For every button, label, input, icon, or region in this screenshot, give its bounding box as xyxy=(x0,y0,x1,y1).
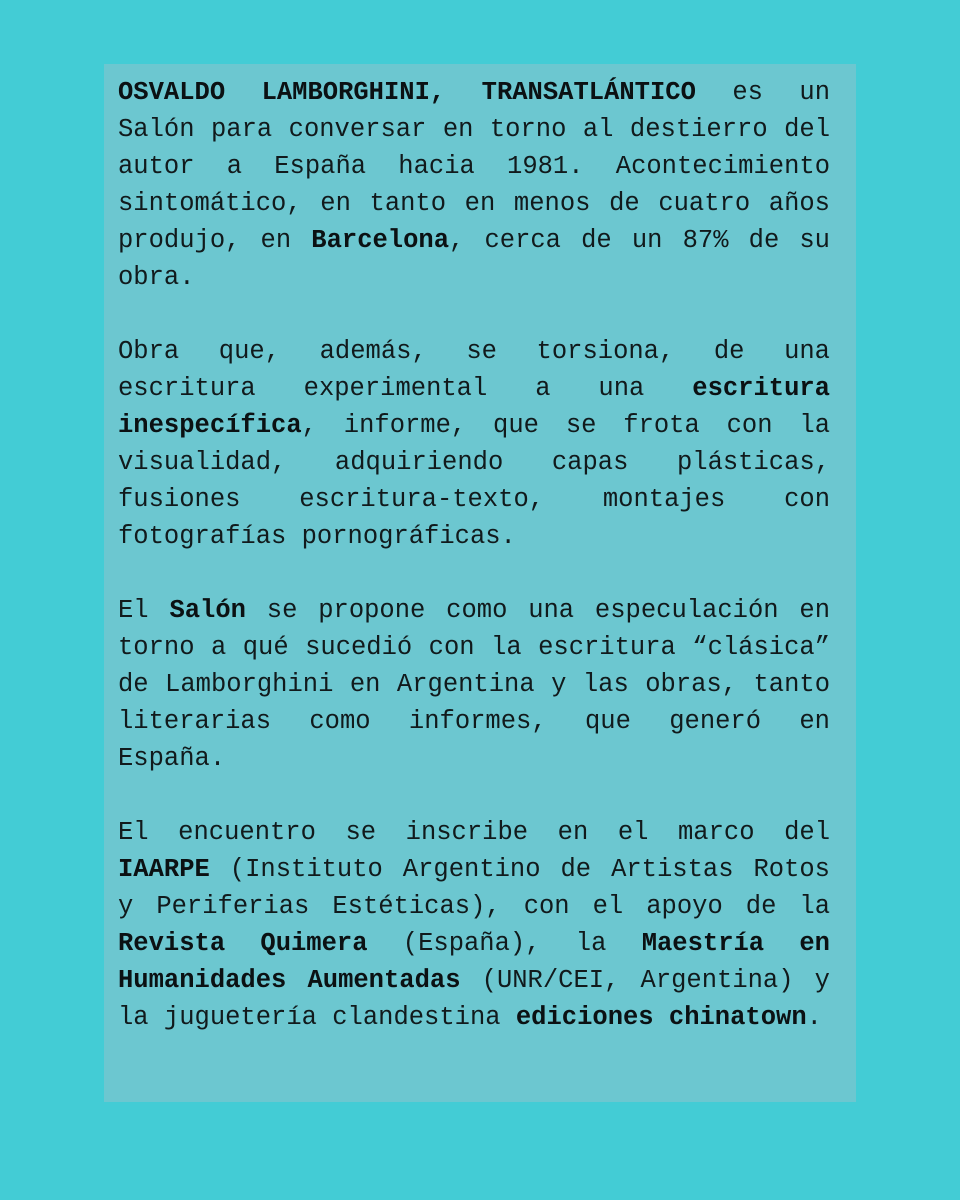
text-span: , cerca de un 87% de su obra. xyxy=(118,226,830,292)
text-span: (España), la xyxy=(367,929,642,958)
text-span: es un Salón para conversar en torno al destierro del autor a España hacia 1981. Acontecimiento sintomático, en tanto en menos de cuatro años produjo, en xyxy=(118,78,830,255)
paragraph-encuentro xyxy=(118,814,830,1036)
text-span: (Instituto Argentino de Artistas Rotos y Periferias Estéticas), con el apoyo de la xyxy=(118,855,830,921)
institute-name: IAARPE xyxy=(118,855,210,884)
text-span: , informe, que se frota con la visualidad, adquiriendo capas plásticas, fusiones escritura-texto, montajes con fotografías pornográficas. xyxy=(118,411,830,551)
publisher-name: ediciones chinatown xyxy=(515,1003,807,1032)
text-span: se propone como una especulación en torno a qué sucedió con la escritura “clásica” de Lamborghini en Argentina y las obras, tanto literarias como informes, que generó en España. xyxy=(118,596,830,773)
text-panel xyxy=(104,64,856,1102)
text-span: . xyxy=(806,1003,822,1032)
masters-program-name: Maestría en Humanidades Aumentadas xyxy=(118,929,830,995)
city-name: Barcelona xyxy=(311,226,450,255)
bold-term: Salón xyxy=(169,596,246,625)
paragraph-obra xyxy=(118,333,830,555)
text-span: (UNR/CEI, Argentina) y la juguetería clandestina xyxy=(118,966,830,1032)
magazine-name: Revista Quimera xyxy=(118,929,368,958)
text-span: El xyxy=(118,596,170,625)
event-title: OSVALDO LAMBORGHINI, TRANSATLÁNTICO xyxy=(118,78,696,107)
body-text xyxy=(118,74,830,1036)
text-span: Obra que, además, se torsiona, de una escritura experimental a una xyxy=(118,337,830,403)
text-span: El encuentro se inscribe en el marco del xyxy=(118,818,830,847)
paragraph-intro xyxy=(118,74,830,296)
bold-term: escritura inespecífica xyxy=(118,374,830,440)
paragraph-salon xyxy=(118,592,830,777)
